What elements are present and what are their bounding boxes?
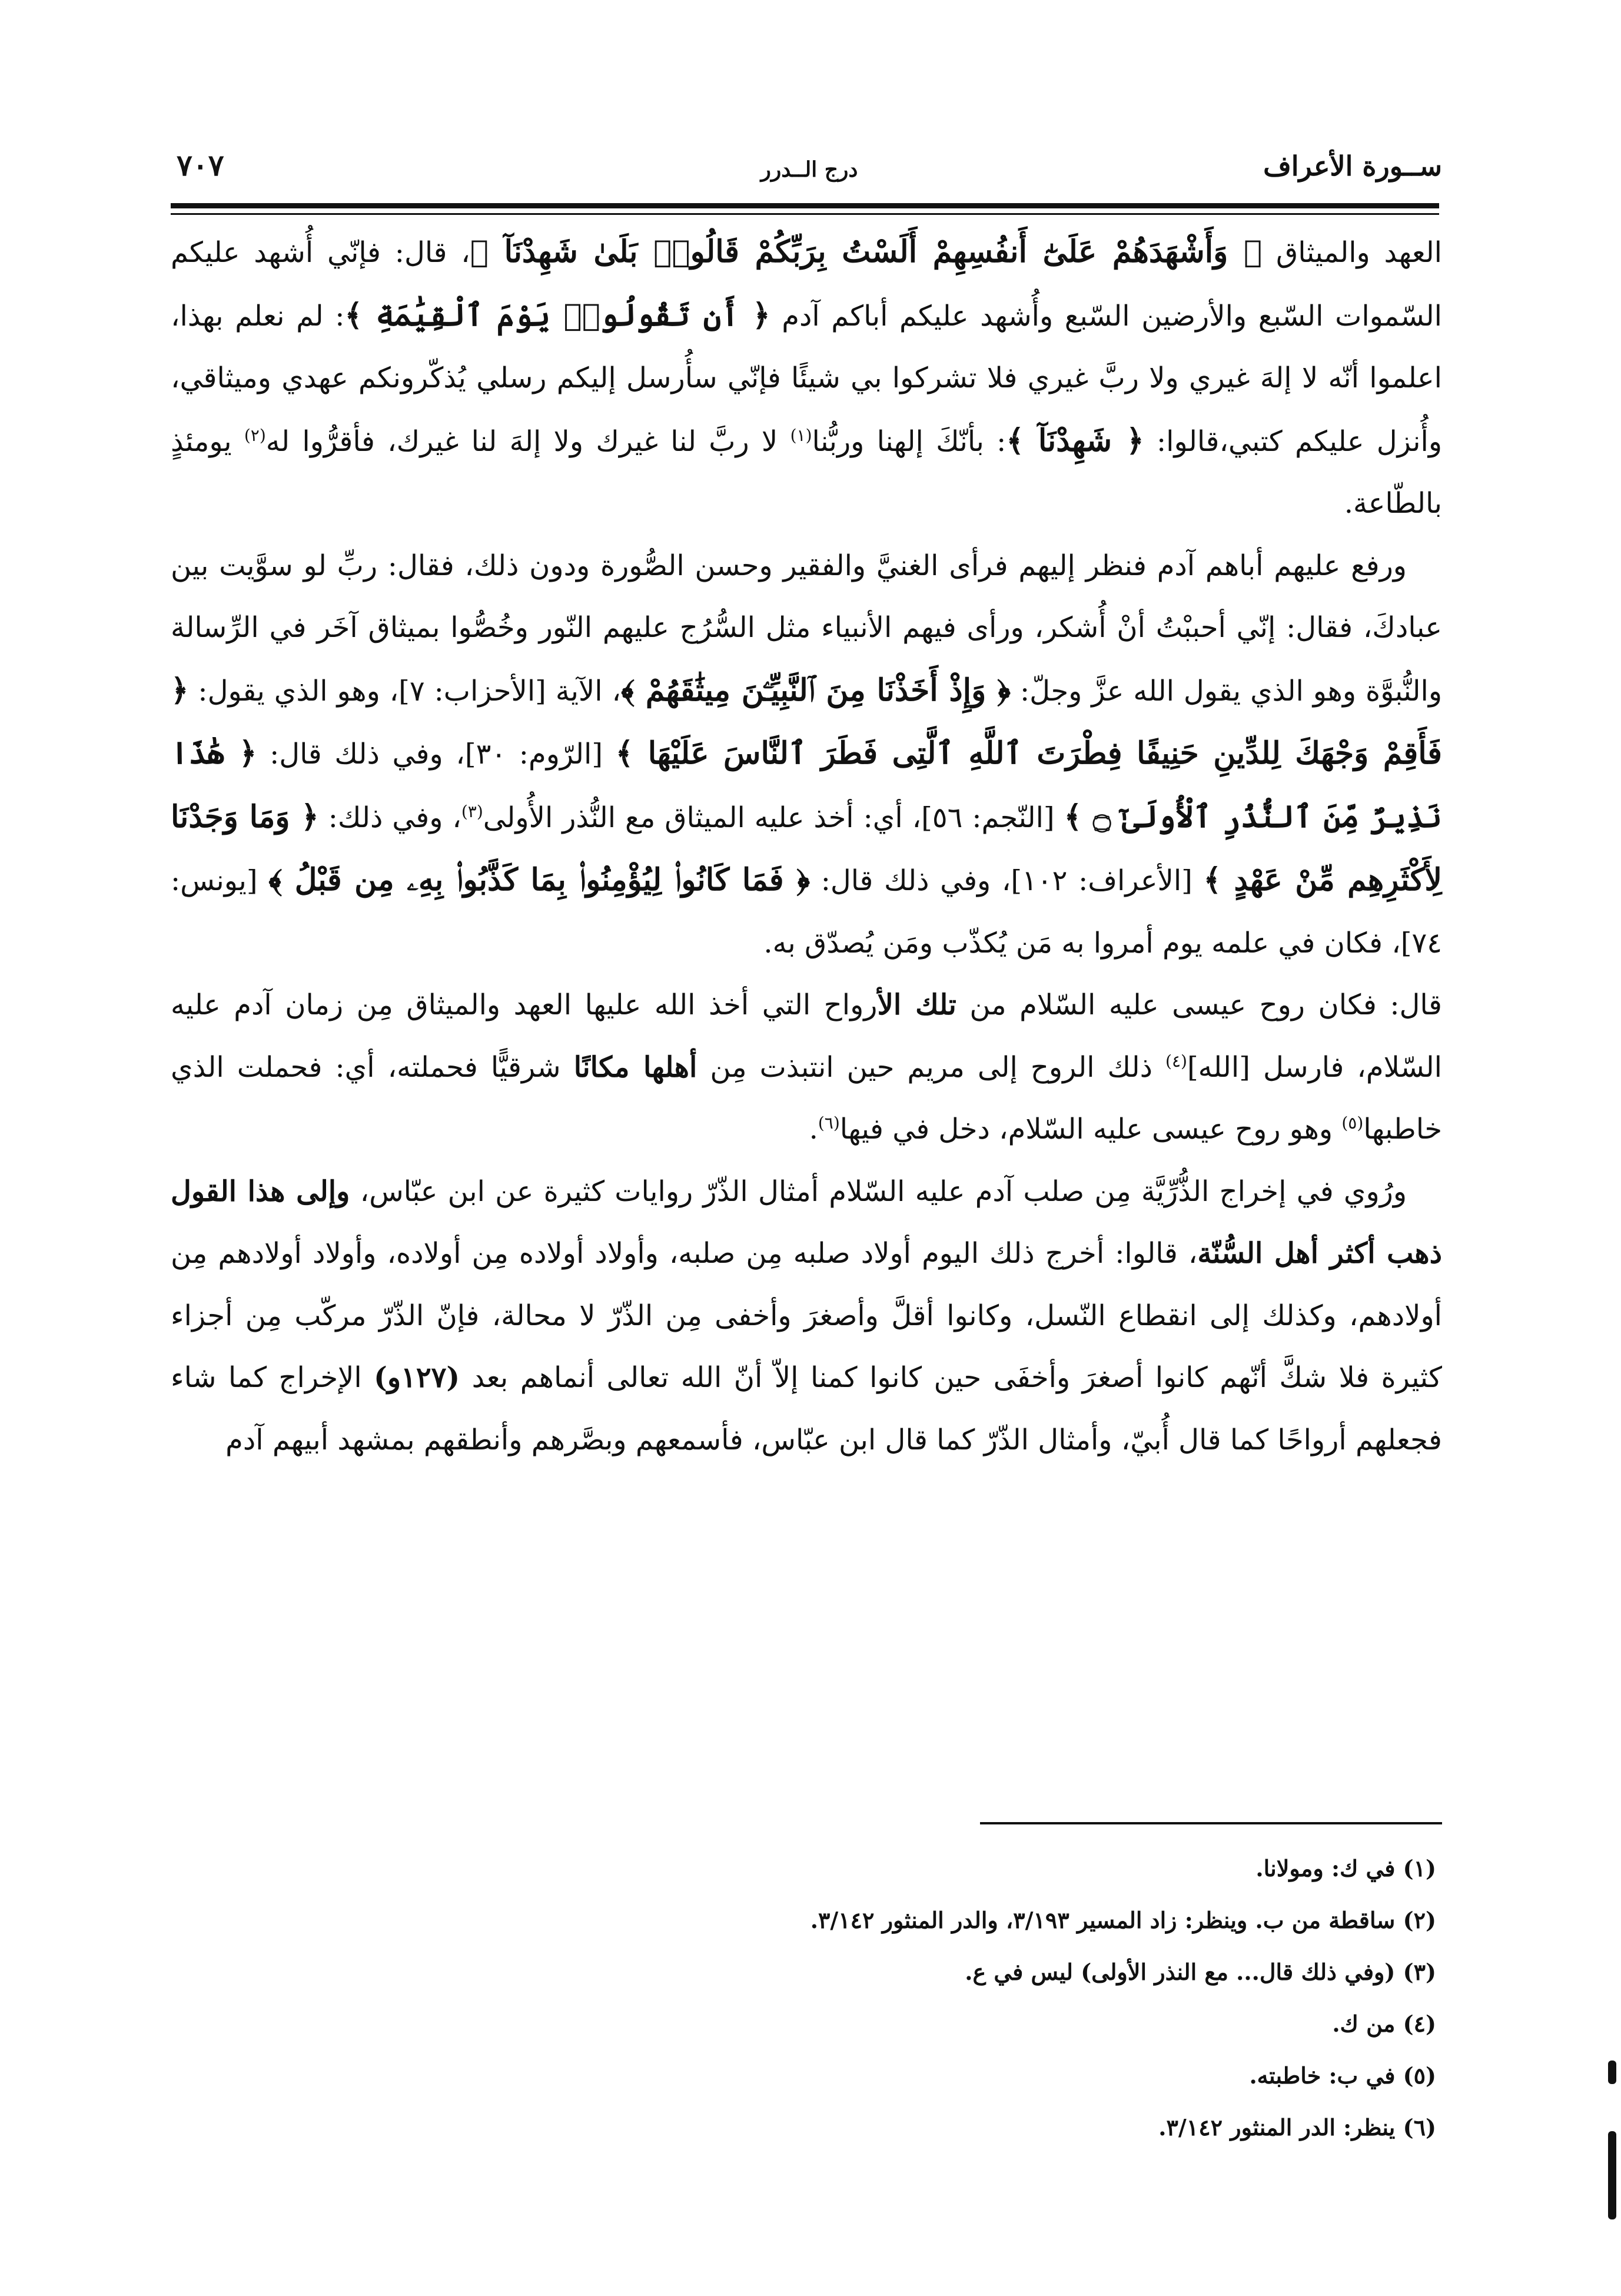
text-segment: ، وفي ذلك: bbox=[318, 801, 461, 834]
footnote-ref: (٤) bbox=[1165, 1051, 1187, 1071]
text-segment: [الرّوم: ٣٠]، وفي ذلك قال: bbox=[257, 738, 616, 771]
footnote-1: (١) في ك: ومولانا. bbox=[1255, 1855, 1436, 1882]
text-segment: [النّجم: ٥٦]، أي: أخذ عليه الميثاق مع النُّذر الأُولى bbox=[483, 801, 1064, 834]
footnote-2: (٢) ساقطة من ب. وينظر: زاد المسير ٣/١٩٣، والدر المنثور ٣/١٤٢. bbox=[810, 1907, 1436, 1933]
quran-quote: ﴿ فَمَا كَانُوا۟ لِيُؤْمِنُوا۟ بِمَا كَذَّبُوا۟ بِهِۦ مِن قَبْلُ ﴾ bbox=[268, 862, 810, 898]
text-segment: ، قال: فإنّي أُشهد عليكم السّموات السّبع والأرضين السّبع وأُشهد عليكم أباكم آدم bbox=[171, 236, 1442, 333]
footnote-ref: (٥) bbox=[1341, 1113, 1364, 1133]
footnote-6: (٦) ينظر: الدر المنثور ٣/١٤٢. bbox=[1158, 2114, 1436, 2141]
footnote-4: (٤) من ك. bbox=[1332, 2010, 1436, 2037]
text-segment: ذلك الروح إلى مريم حين انتبذت مِن bbox=[697, 1050, 1166, 1084]
quran-quote: ﴿ وَإِذْ أَخَذْنَا مِنَ ٱلنَّبِيِّـۧنَ مِيثَٰقَهُمْ ﴾ bbox=[621, 672, 1011, 708]
text-segment: لا ربَّ لنا غيرك ولا إلهَ لنا غيرك، فأقرُّوا له bbox=[265, 424, 790, 458]
bold-text: وإلى هذا القول ذهب أكثر أهل السُّنّة bbox=[171, 1174, 1442, 1270]
text-segment: وهو روح عيسى عليه السّلام، دخل في فيها bbox=[839, 1113, 1342, 1146]
text-segment: الإخراج كما شاء فجعلهم أرواحًا كما قال أُبيّ، وأمثال الذّرّ كما قال ابن عبّاس، فأسمعهم وبصَّرهم وأنطقهم بمشهد أبيهم آدم bbox=[171, 1361, 1442, 1456]
text-segment: . bbox=[809, 1113, 818, 1146]
footnote-ref: (٣) bbox=[461, 801, 483, 821]
header-rule-thin bbox=[171, 213, 1439, 215]
paragraph bbox=[171, 974, 1442, 1161]
text-segment: العهد والميثاق bbox=[1262, 236, 1442, 269]
running-header bbox=[177, 150, 1442, 197]
paragraph bbox=[171, 1161, 1442, 1472]
text-segment: ، قالوا: أخرج ذلك اليوم أولاد صلبه مِن صلبه، وأولاد أولاده مِن أولاده، وأولاد أولادهم مِن أولادهم، وكذلك إلى انقطاع النّسل، وكانوا أقلَّ وأصغرَ وأخفى مِن الذّرّ لا محالة، فإنّ الذّرّ مركّب مِن أجزاء كثيرة فلا شكَّ أنّهم كانوا أصغرَ وأخفَى حين كانوا كمنا إلاّ أنّ الله تعالى أنماهم بعد bbox=[171, 1237, 1442, 1394]
bold-text: أهلها مكانًا bbox=[573, 1050, 697, 1084]
bold-text: (١٢٧و) bbox=[374, 1361, 460, 1394]
text-segment: ورُوي في إخراج الذُّرِّيَّة مِن صلب آدم عليه السّلام أمثال الذّرّ روايات كثيرة عن ابن عبّاس، bbox=[350, 1174, 1407, 1208]
text-segment: رواح التي أخذ الله عليها العهد والميثاق مِن زمان آدم عليه السّلام، فارسل [الله] bbox=[171, 988, 1442, 1084]
footnote-3: (٣) (وفي ذلك قال... مع النذر الأولى) ليس في ع. bbox=[965, 1959, 1436, 1985]
text-segment: : لم نعلم بهذا، اعلموا أنّه لا إلهَ غيري ولا ربَّ غيري فلا تشركوا بي شيئًا فإنّي سأُرسل إليكم رسلي يُذكّرونكم عهدي وميثاقي، وأُنزل عليكم كتبي،قالوا: bbox=[171, 299, 1443, 458]
header-rule-thick bbox=[171, 203, 1439, 208]
quran-quote: ﴿ هَٰذَا نَذِيرٌ مِّنَ ٱلنُّذُرِ ٱلْأُولَىٰٓ ۝ ﴾ bbox=[171, 735, 1443, 835]
text-segment: ورفع عليهم أباهم آدم فنظر إليهم فرأى الغنيَّ والفقير وحسن الصُّورة ودون ذلك، فقال: ربِّ لو سوَّيت بين عبادكَ، فقال: إنّي أحببْتُ أنْ أُشكر، ورأى فيهم الأنبياء مثل السُّرُج عليهم النّور وخُصُّوا بميثاق آخَر في الرِّسالة والنُّبوَّة وهو الذي يقول الله عزَّ وجلّ: bbox=[171, 549, 1443, 708]
text-segment: يومئذٍ بالطّاعة. bbox=[171, 424, 1442, 520]
footnote-5: (٥) في ب: خاطبته. bbox=[1249, 2062, 1436, 2089]
footnote-ref: (٦) bbox=[818, 1113, 840, 1133]
surah-title: ســورة الأعراف bbox=[1263, 150, 1442, 182]
text-segment: ، الآية [الأحزاب: ٧]، وهو الذي يقول: bbox=[188, 674, 622, 708]
page-number: ٧٠٧ bbox=[177, 148, 224, 183]
main-text bbox=[171, 221, 1442, 1471]
scan-edge-mark bbox=[1608, 2061, 1616, 2084]
bold-text: تلك الأ bbox=[877, 988, 956, 1021]
text-segment: قال: فكان روح عيسى عليه السّلام من bbox=[956, 988, 1442, 1021]
footnote-separator bbox=[980, 1822, 1442, 1824]
footnote-ref: (١) bbox=[790, 425, 812, 445]
quran-quote: ﴿ وَأَشْهَدَهُمْ عَلَىٰٓ أَنفُسِهِمْ أَلَسْتُ بِرَبِّكُمْ قَالُوا۟ بَلَىٰ شَهِدْنَآ ﴾ bbox=[470, 234, 1263, 270]
scan-edge-mark bbox=[1608, 2131, 1616, 2219]
paragraph bbox=[171, 221, 1442, 535]
text-segment: [الأعراف: ١٠٢]، وفي ذلك قال: bbox=[810, 864, 1204, 897]
text-segment: شرقيًّا فحملته، أي: فحملت الذي خاطبها bbox=[171, 1050, 1442, 1146]
quran-quote: ﴿ فَأَقِمْ وَجْهَكَ لِلدِّينِ حَنِيفًا فِطْرَتَ ٱللَّهِ ٱلَّتِى فَطَرَ ٱلنَّاسَ عَلَيْهَا ﴾ bbox=[171, 672, 1442, 771]
text-segment: : بأنّكَ إلهنا وربُّنا bbox=[812, 424, 1007, 458]
text-segment: [يونس: ٧٤]، فكان في علمه يوم أمروا به مَن يُكذّب ومَن يُصدّق به. bbox=[171, 864, 1442, 960]
book-title: درج الــدرر bbox=[760, 157, 858, 182]
footnotes bbox=[171, 1843, 1436, 2154]
paragraph bbox=[171, 535, 1442, 975]
quran-quote: ﴿ وَمَا وَجَدْنَا لِأَكْثَرِهِم مِّنْ عَهْدٍ ﴾ bbox=[171, 798, 1443, 898]
footnote-ref: (٢) bbox=[244, 425, 266, 445]
quran-quote: ﴿ أَن تَقُولُوا۟ يَوْمَ ٱلْقِيَٰمَةِ ﴾ bbox=[344, 297, 770, 333]
quran-quote: ﴿ شَهِدْنَآ ﴾ bbox=[1006, 422, 1144, 459]
